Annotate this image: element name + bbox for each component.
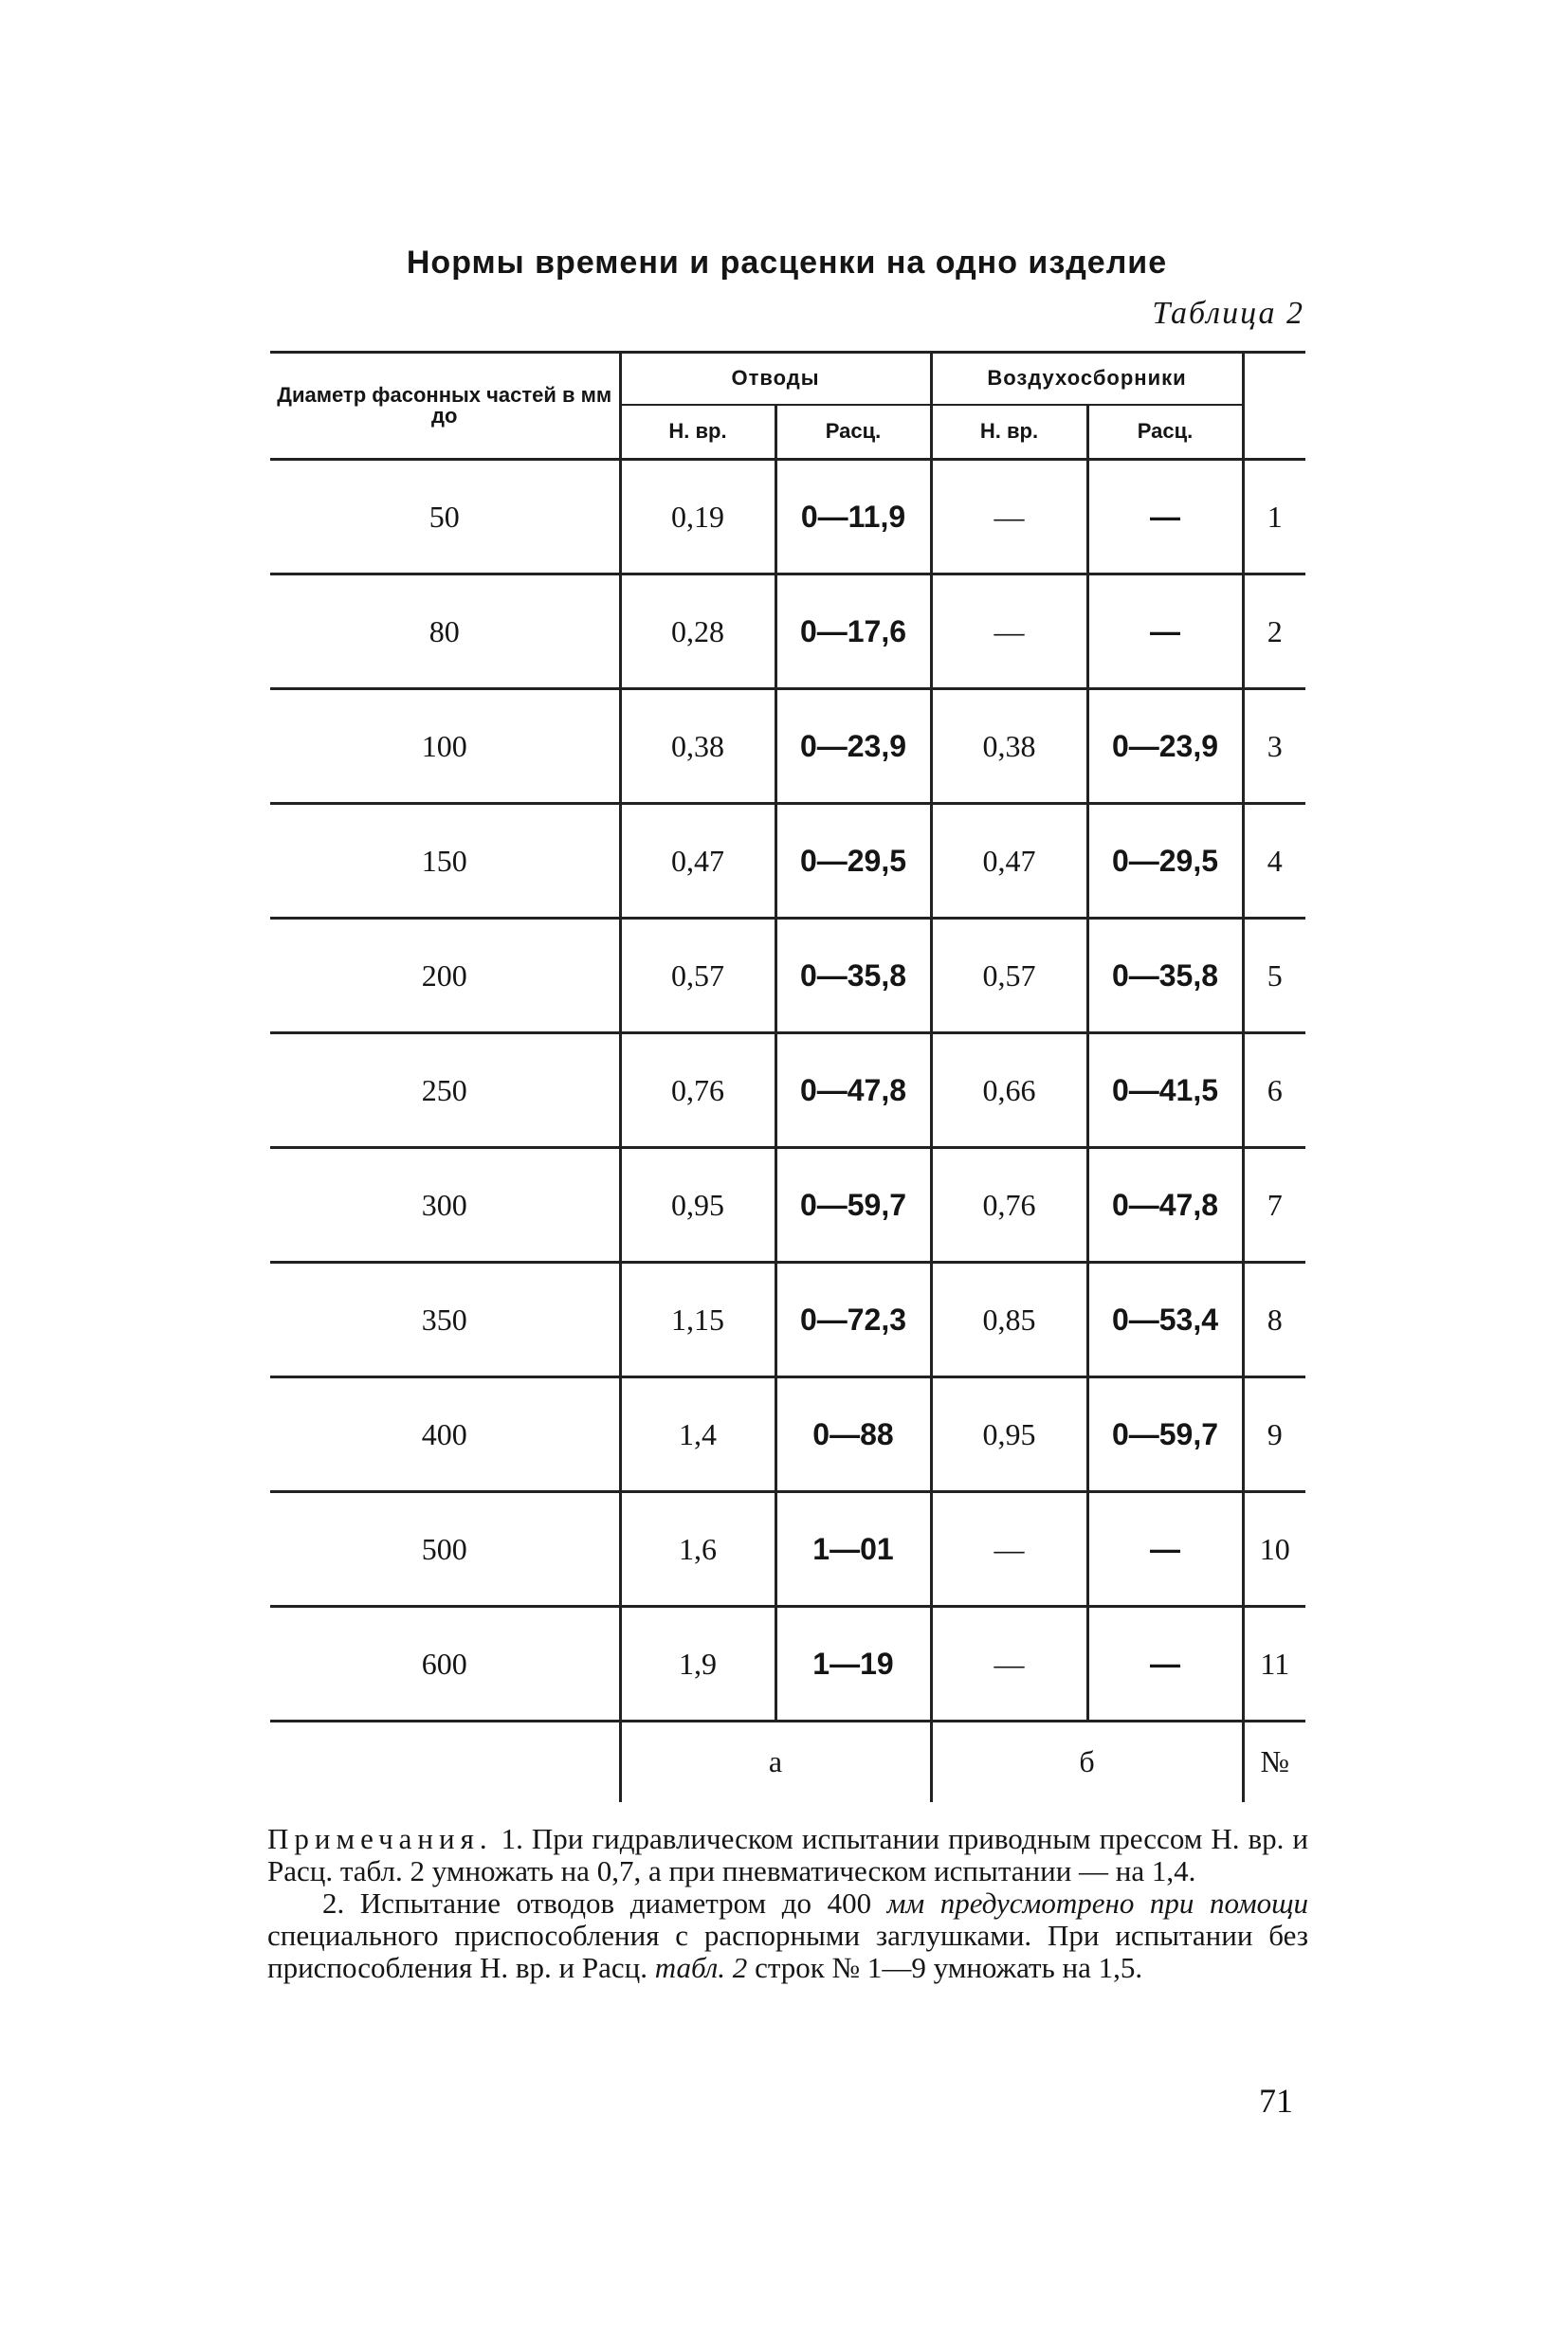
row-number-cell: 1 [1243,460,1305,574]
diameter-cell: 350 [270,1263,620,1377]
otvody-rasc-cell: 0—11,9 [775,460,931,574]
group-header-vozdukhosborniki: Воздухосборники [931,353,1243,405]
note-1-text: 1. При гидравлическом испытании приводным прессом Н. вр. и Расц. табл. 2 умножать на 0,7, а при пневматическом испытании — на 1,4. [267,1822,1308,1887]
vozdukhosborniki-nvr-cell: — [931,460,1087,574]
otvody-rasc-cell: 0—23,9 [775,689,931,804]
number-header-blank [1243,353,1305,460]
table-row [270,1033,1305,1148]
table-row [270,1492,1305,1607]
table-row [270,1263,1305,1377]
subheader-nvr: Н. вр. [931,405,1087,460]
table-row [270,919,1305,1033]
otvody-rasc-cell: 0—72,3 [775,1263,931,1377]
row-number-cell: 11 [1243,1607,1305,1722]
otvody-rasc-cell: 1—19 [775,1607,931,1722]
vozdukhosborniki-rasc-cell: — [1087,1607,1243,1722]
vozdukhosborniki-nvr-cell: 0,76 [931,1148,1087,1263]
table-row [270,1377,1305,1492]
subheader-nvr: Н. вр. [620,405,775,460]
vozdukhosborniki-nvr-cell: — [931,1607,1087,1722]
vozdukhosborniki-nvr-cell: 0,85 [931,1263,1087,1377]
footer-blank [270,1722,620,1802]
diameter-cell: 150 [270,804,620,919]
note-2: 2. Испытание отводов диаметром до 400 мм предусмотрено при помощи специального приспособления с распорными заглушками. При испытании без приспособления Н. вр. и Расц. табл. 2 строк № 1—9 умножать на 1,5. [267,1886,1309,1984]
row-number-cell: 7 [1243,1148,1305,1263]
otvody-rasc-cell: 1—01 [775,1492,931,1607]
vozdukhosborniki-rasc-cell: 0—23,9 [1087,689,1243,804]
diameter-cell: 200 [270,919,620,1033]
diameter-header: Диаметр фасонных частей в мм до [270,353,620,460]
otvody-nvr-cell: 0,76 [620,1033,775,1148]
row-number-cell: 5 [1243,919,1305,1033]
otvody-nvr-cell: 1,4 [620,1377,775,1492]
vozdukhosborniki-rasc-cell: — [1087,574,1243,689]
vozdukhosborniki-nvr-cell: — [931,574,1087,689]
table-label: Таблица 2 [1152,296,1304,331]
otvody-rasc-cell: 0—17,6 [775,574,931,689]
table-row [270,1607,1305,1722]
otvody-nvr-cell: 1,6 [620,1492,775,1607]
otvody-rasc-cell: 0—88 [775,1377,931,1492]
otvody-nvr-cell: 0,19 [620,460,775,574]
vozdukhosborniki-rasc-cell: 0—47,8 [1087,1148,1243,1263]
vozdukhosborniki-rasc-cell: 0—35,8 [1087,919,1243,1033]
otvody-nvr-cell: 0,95 [620,1148,775,1263]
footer-column-b: б [931,1722,1243,1802]
vozdukhosborniki-nvr-cell: 0,47 [931,804,1087,919]
vozdukhosborniki-nvr-cell: 0,66 [931,1033,1087,1148]
vozdukhosborniki-rasc-cell: — [1087,460,1243,574]
otvody-rasc-cell: 0—47,8 [775,1033,931,1148]
diameter-cell: 600 [270,1607,620,1722]
footer-number-sign: № [1260,1744,1290,1779]
otvody-rasc-cell: 0—35,8 [775,919,931,1033]
diameter-cell: 100 [270,689,620,804]
row-number-cell: 9 [1243,1377,1305,1492]
row-number-cell: 2 [1243,574,1305,689]
otvody-nvr-cell: 0,57 [620,919,775,1033]
vozdukhosborniki-nvr-cell: 0,38 [931,689,1087,804]
notes [267,1823,1308,1984]
table-row [270,574,1305,689]
otvody-nvr-cell: 1,15 [620,1263,775,1377]
subheader-rasc: Расц. [1087,405,1243,460]
diameter-cell: 80 [270,574,620,689]
row-number-cell: 3 [1243,689,1305,804]
otvody-nvr-cell: 1,9 [620,1607,775,1722]
group-header-otvody: Отводы [620,353,931,405]
norms-table [270,351,1305,1802]
diameter-cell: 500 [270,1492,620,1607]
vozdukhosborniki-nvr-cell: — [931,1492,1087,1607]
diameter-cell: 250 [270,1033,620,1148]
table-row [270,804,1305,919]
table-row [270,460,1305,574]
note-1 [267,1823,1308,1887]
vozdukhosborniki-nvr-cell: 0,95 [931,1377,1087,1492]
diameter-cell: 50 [270,460,620,574]
row-number-cell: 6 [1243,1033,1305,1148]
vozdukhosborniki-rasc-cell: 0—29,5 [1087,804,1243,919]
table-row [270,689,1305,804]
page-number: 71 [1259,2082,1293,2120]
otvody-nvr-cell: 0,38 [620,689,775,804]
diameter-cell: 400 [270,1377,620,1492]
otvody-rasc-cell: 0—29,5 [775,804,931,919]
row-number-cell: 4 [1243,804,1305,919]
vozdukhosborniki-rasc-cell: — [1087,1492,1243,1607]
row-number-cell: 10 [1243,1492,1305,1607]
diameter-cell: 300 [270,1148,620,1263]
otvody-nvr-cell: 0,28 [620,574,775,689]
vozdukhosborniki-nvr-cell: 0,57 [931,919,1087,1033]
table-body [270,460,1305,1722]
vozdukhosborniki-rasc-cell: 0—41,5 [1087,1033,1243,1148]
footer-column-a: а [620,1722,931,1802]
otvody-rasc-cell: 0—59,7 [775,1148,931,1263]
vozdukhosborniki-rasc-cell: 0—53,4 [1087,1263,1243,1377]
subheader-rasc: Расц. [775,405,931,460]
page-title: Нормы времени и расценки на одно изделие [406,245,1168,281]
row-number-cell: 8 [1243,1263,1305,1377]
otvody-nvr-cell: 0,47 [620,804,775,919]
vozdukhosborniki-rasc-cell: 0—59,7 [1087,1377,1243,1492]
table-row [270,1148,1305,1263]
notes-label: Примечания. [267,1822,493,1855]
